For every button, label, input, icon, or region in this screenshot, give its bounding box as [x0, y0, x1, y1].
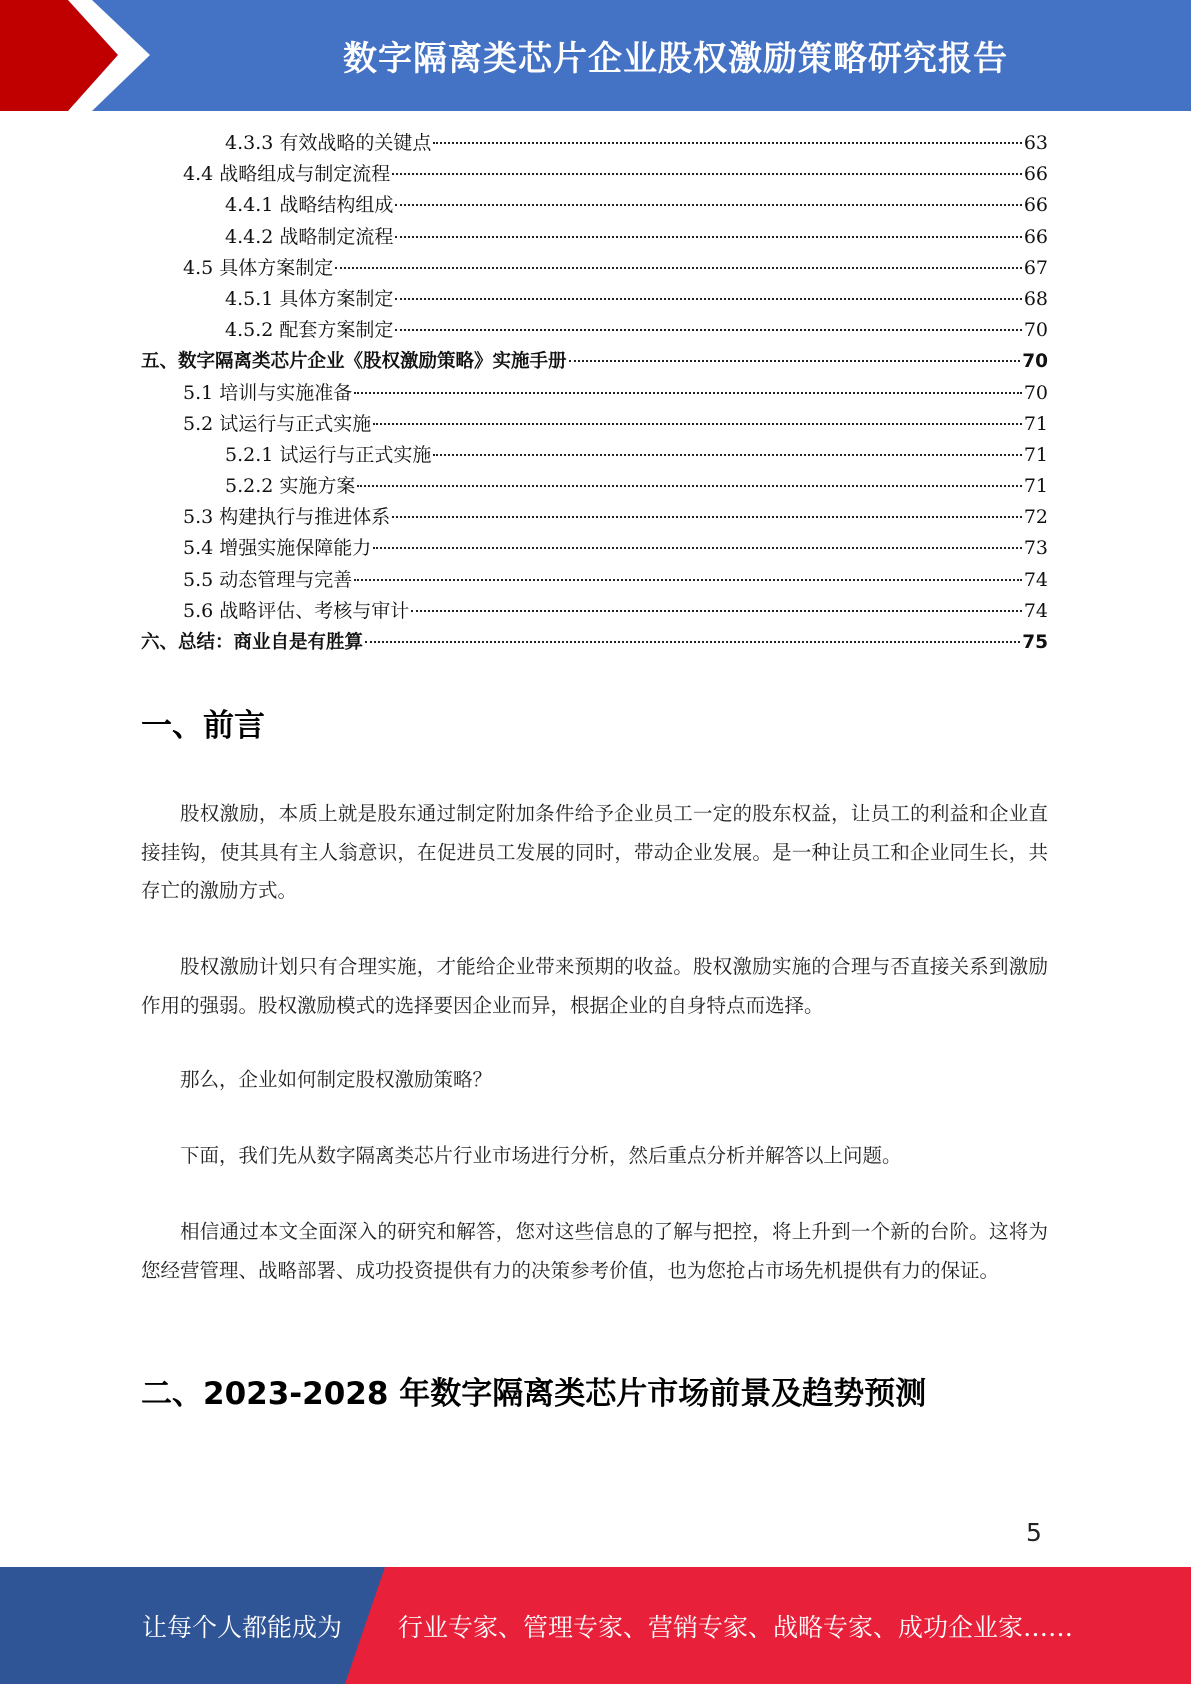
toc-entry[interactable]: [141, 440, 1048, 471]
toc-entry[interactable]: [141, 253, 1048, 284]
paragraph: 那么，企业如何制定股权激励策略？: [180, 1068, 493, 1091]
toc-entry[interactable]: [141, 128, 1048, 159]
toc-entry[interactable]: [141, 627, 1048, 658]
toc-entry-page: 70: [1022, 351, 1048, 373]
footer-slogan-right: 行业专家、管理专家、营销专家、战略专家、成功企业家……: [398, 1612, 1074, 1642]
section-heading-preface: 一、前言: [141, 708, 265, 744]
toc-leader-dots: [373, 423, 1022, 425]
toc-entry-label: 4.4.2 战略制定流程: [225, 225, 394, 248]
toc-entry-page: 70: [1023, 381, 1048, 404]
toc-entry-label: 4.3.3 有效战略的关键点: [225, 132, 432, 154]
toc-leader-dots: [335, 267, 1022, 269]
toc-entry-label: 5.2.1 试运行与正式实施: [225, 443, 432, 466]
toc-entry-page: 72: [1023, 506, 1048, 529]
toc-entry-label: 5.1 培训与实施准备: [183, 381, 353, 404]
table-of-contents: [141, 128, 1048, 658]
paragraph: 股权激励，本质上就是股东通过制定附加条件给予企业员工一定的股东权益，让员工的利益和企业直接挂钩，使其具有主人翁意识，在促进员工发展的同时，带动企业发展。是一种让员工和企业同生长，共存亡的激励方式。: [141, 802, 1048, 902]
toc-entry-page: 70: [1023, 319, 1048, 342]
toc-entry[interactable]: [141, 284, 1048, 315]
toc-entry-page: 66: [1023, 163, 1048, 186]
toc-entry[interactable]: [141, 502, 1048, 533]
toc-entry-label: 5.5 动态管理与完善: [183, 568, 353, 591]
toc-entry[interactable]: [141, 315, 1048, 346]
toc-leader-dots: [392, 516, 1022, 518]
toc-entry-page: 67: [1023, 256, 1048, 279]
toc-entry[interactable]: [141, 222, 1048, 253]
section-heading-forecast: 二、2023-2028 年数字隔离类芯片市场前景及趋势预测: [141, 1376, 927, 1412]
toc-entry-page: 75: [1022, 632, 1048, 653]
toc-entry[interactable]: [141, 471, 1048, 502]
toc-leader-dots: [395, 236, 1021, 238]
toc-leader-dots: [354, 579, 1022, 581]
toc-leader-dots: [392, 173, 1022, 175]
toc-entry-page: 66: [1023, 194, 1048, 217]
footer-slogan-left: 让每个人都能成为: [142, 1612, 343, 1642]
toc-entry[interactable]: [141, 190, 1048, 221]
toc-entry-label: 5.6 战略评估、考核与审计: [183, 599, 410, 622]
toc-entry-page: 66: [1023, 225, 1048, 248]
toc-entry-label: 六、总结：商业自是有胜算: [141, 632, 364, 653]
toc-leader-dots: [395, 204, 1021, 206]
toc-entry[interactable]: [141, 378, 1048, 409]
toc-leader-dots: [395, 298, 1021, 300]
toc-entry-page: 73: [1023, 537, 1048, 560]
paragraph: 相信通过本文全面深入的研究和解答，您对这些信息的了解与把控，将上升到一个新的台阶。这将为您经营管理、战略部署、成功投资提供有力的决策参考价值，也为您抢占市场先机提供有力的保证。: [141, 1220, 1048, 1282]
toc-entry[interactable]: [141, 159, 1048, 190]
toc-entry-label: 5.4 增强实施保障能力: [183, 537, 372, 560]
toc-entry-page: 71: [1023, 412, 1048, 435]
toc-entry-page: 68: [1023, 287, 1048, 310]
toc-entry-page: 63: [1023, 132, 1048, 154]
paragraph: 股权激励计划只有合理实施，才能给企业带来预期的收益。股权激励实施的合理与否直接关系到激励作用的强弱。股权激励模式的选择要因企业而异，根据企业的自身特点而选择。: [141, 955, 1048, 1017]
toc-entry-page: 74: [1023, 599, 1048, 622]
toc-leader-dots: [411, 610, 1022, 612]
toc-leader-dots: [357, 485, 1021, 487]
page-footer: [0, 1567, 1191, 1684]
toc-entry-label: 五、数字隔离类芯片企业《股权激励策略》实施手册: [141, 351, 567, 373]
header-arrow-decoration: [0, 0, 160, 111]
toc-leader-dots: [433, 454, 1021, 456]
toc-entry-label: 4.4 战略组成与制定流程: [183, 163, 391, 186]
toc-entry-page: 74: [1023, 568, 1048, 591]
toc-entry-label: 4.5.1 具体方案制定: [225, 287, 394, 310]
toc-leader-dots: [569, 360, 1021, 362]
report-title: 数字隔离类芯片企业股权激励策略研究报告: [343, 39, 1008, 79]
toc-entry-page: 71: [1023, 475, 1048, 498]
toc-leader-dots: [373, 547, 1022, 549]
toc-entry[interactable]: [141, 596, 1048, 627]
toc-entry[interactable]: [141, 409, 1048, 440]
toc-entry-label: 4.5.2 配套方案制定: [225, 319, 394, 342]
paragraph: 下面，我们先从数字隔离类芯片行业市场进行分析，然后重点分析并解答以上问题。: [180, 1144, 902, 1167]
toc-entry-label: 5.2.2 实施方案: [225, 475, 356, 498]
toc-entry[interactable]: [141, 565, 1048, 596]
toc-entry-page: 71: [1023, 443, 1048, 466]
toc-entry-label: 4.4.1 战略结构组成: [225, 194, 394, 217]
toc-entry-label: 5.3 构建执行与推进体系: [183, 506, 391, 529]
page-header: [0, 0, 1191, 111]
toc-entry[interactable]: [141, 346, 1048, 377]
toc-leader-dots: [354, 392, 1022, 394]
toc-leader-dots: [365, 641, 1020, 643]
page-number: 5: [1026, 1518, 1042, 1547]
toc-entry[interactable]: [141, 533, 1048, 564]
toc-leader-dots: [395, 329, 1021, 331]
toc-entry-label: 5.2 试运行与正式实施: [183, 412, 372, 435]
toc-entry-label: 4.5 具体方案制定: [183, 256, 334, 279]
toc-leader-dots: [433, 142, 1021, 144]
